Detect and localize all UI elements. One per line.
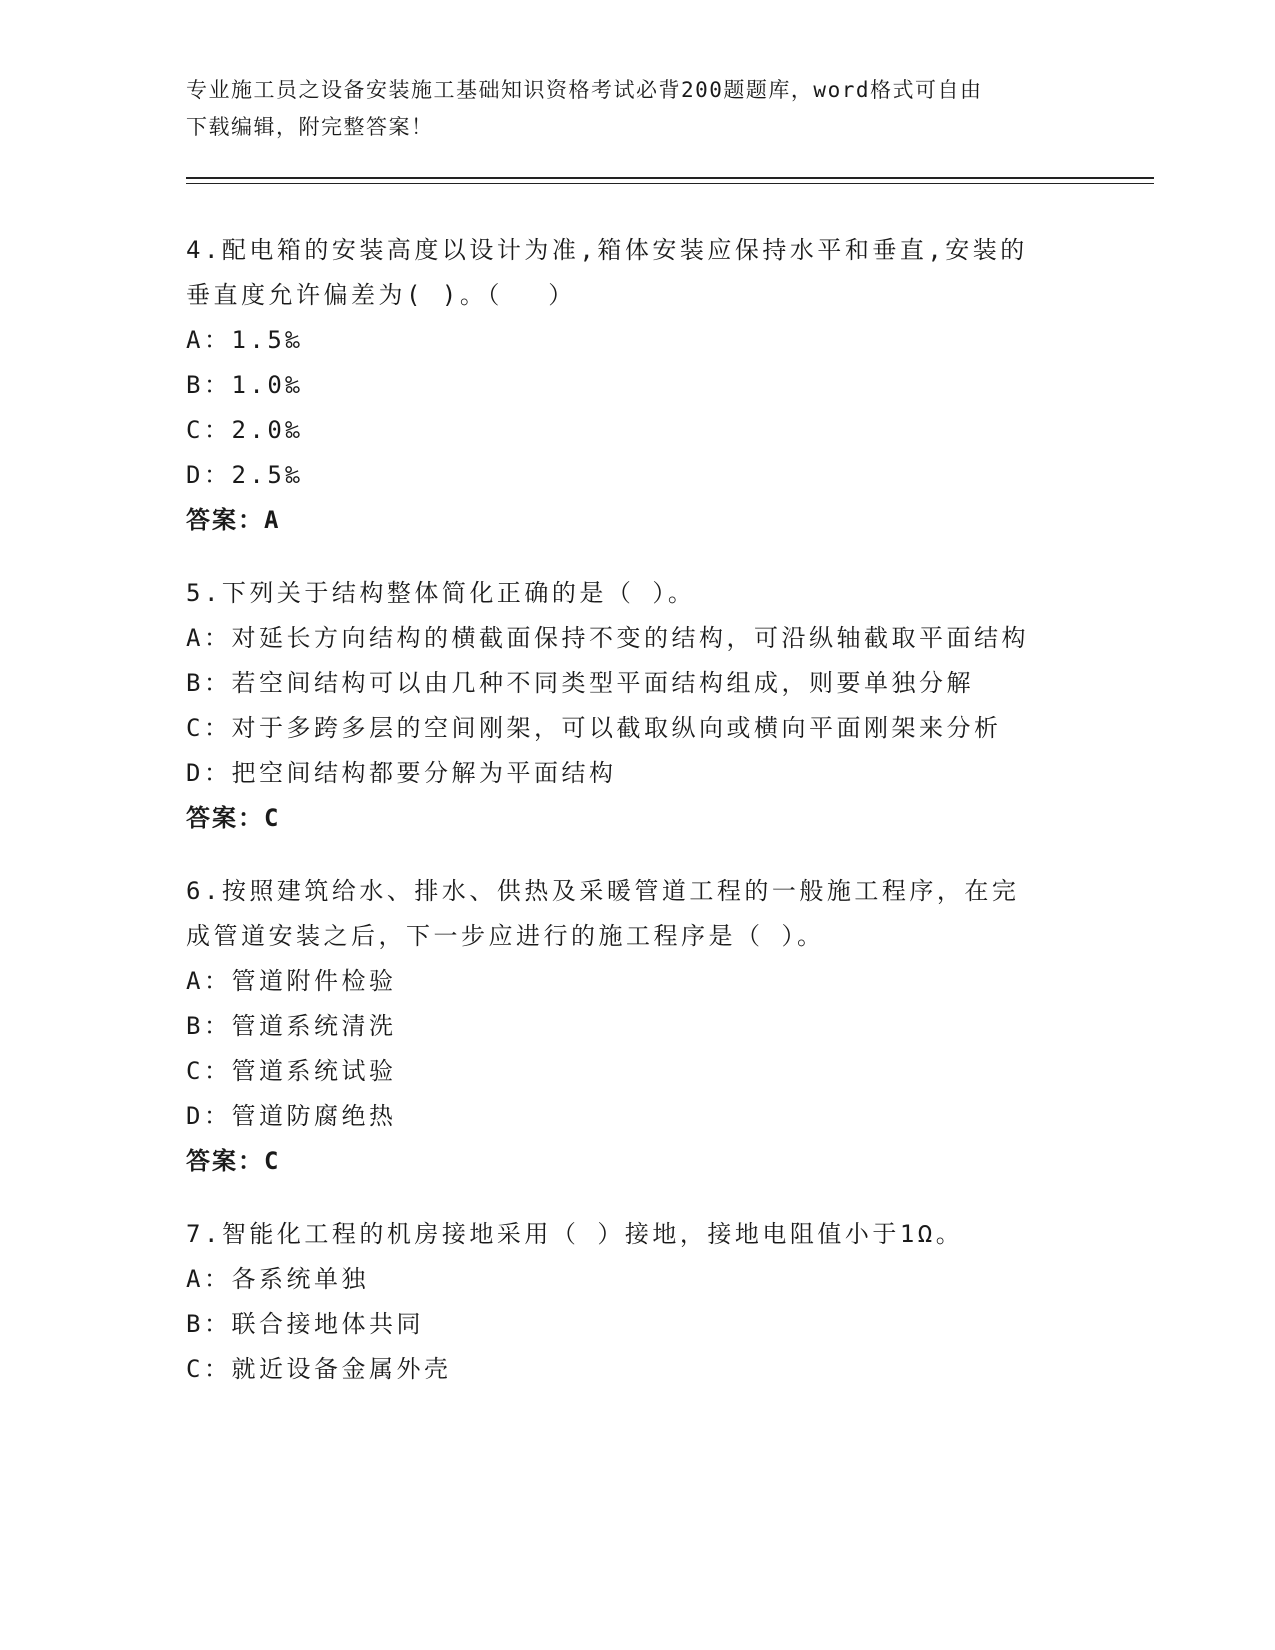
option-c: C：对于多跨多层的空间刚架，可以截取纵向或横向平面刚架来分析 (186, 714, 1002, 742)
header-line-2: 下载编辑，附完整答案！ (186, 115, 434, 139)
option-b: B：联合接地体共同 (186, 1310, 424, 1338)
header-line-1: 专业施工员之设备安装施工基础知识资格考试必背200题题库，word格式可自由 (186, 78, 983, 102)
option-b: B：若空间结构可以由几种不同类型平面结构组成，则要单独分解 (186, 669, 974, 697)
option-a: A：管道附件检验 (186, 967, 397, 995)
option-d: D：管道防腐绝热 (186, 1102, 397, 1130)
option-b: B：管道系统清洗 (186, 1012, 397, 1040)
answer: 答案：C (186, 1147, 281, 1175)
question-4 (186, 228, 1086, 543)
question-list (186, 228, 1086, 1420)
question-text-line: 4.配电箱的安装高度以设计为准,箱体安装应保持水平和垂直,安装的 (186, 236, 1028, 264)
question-text (186, 571, 1086, 616)
option-a: A：对延长方向结构的横截面保持不变的结构，可沿纵轴截取平面结构 (186, 624, 1029, 652)
question-6 (186, 869, 1086, 1184)
option-c: C：就近设备金属外壳 (186, 1355, 452, 1383)
question-5 (186, 571, 1086, 841)
question-text-line: 6.按照建筑给水、排水、供热及采暖管道工程的一般施工程序，在完 (186, 877, 1020, 905)
document-header (186, 72, 1086, 146)
question-7 (186, 1212, 1086, 1392)
question-text-line: 成管道安装之后，下一步应进行的施工程序是（ ）。 (186, 922, 825, 950)
question-text (186, 869, 1086, 959)
answer: 答案：A (186, 506, 281, 534)
question-text (186, 1212, 1086, 1257)
question-text-line: 7.智能化工程的机房接地采用（ ）接地，接地电阻值小于1Ω。 (186, 1220, 964, 1248)
question-text-line: 5.下列关于结构整体简化正确的是（ ）。 (186, 579, 696, 607)
question-text-line: 垂直度允许偏差为( )。（ ） (186, 281, 576, 309)
option-d: D：把空间结构都要分解为平面结构 (186, 759, 617, 787)
option-c: C：2.0‰ (186, 416, 304, 444)
header-divider-thin (186, 183, 1154, 184)
option-d: D：2.5‰ (186, 461, 304, 489)
answer: 答案：C (186, 804, 281, 832)
question-text (186, 228, 1086, 318)
header-divider-thick (186, 177, 1154, 179)
option-a: A：各系统单独 (186, 1265, 369, 1293)
option-a: A：1.5‰ (186, 326, 304, 354)
option-c: C：管道系统试验 (186, 1057, 397, 1085)
option-b: B：1.0‰ (186, 371, 304, 399)
